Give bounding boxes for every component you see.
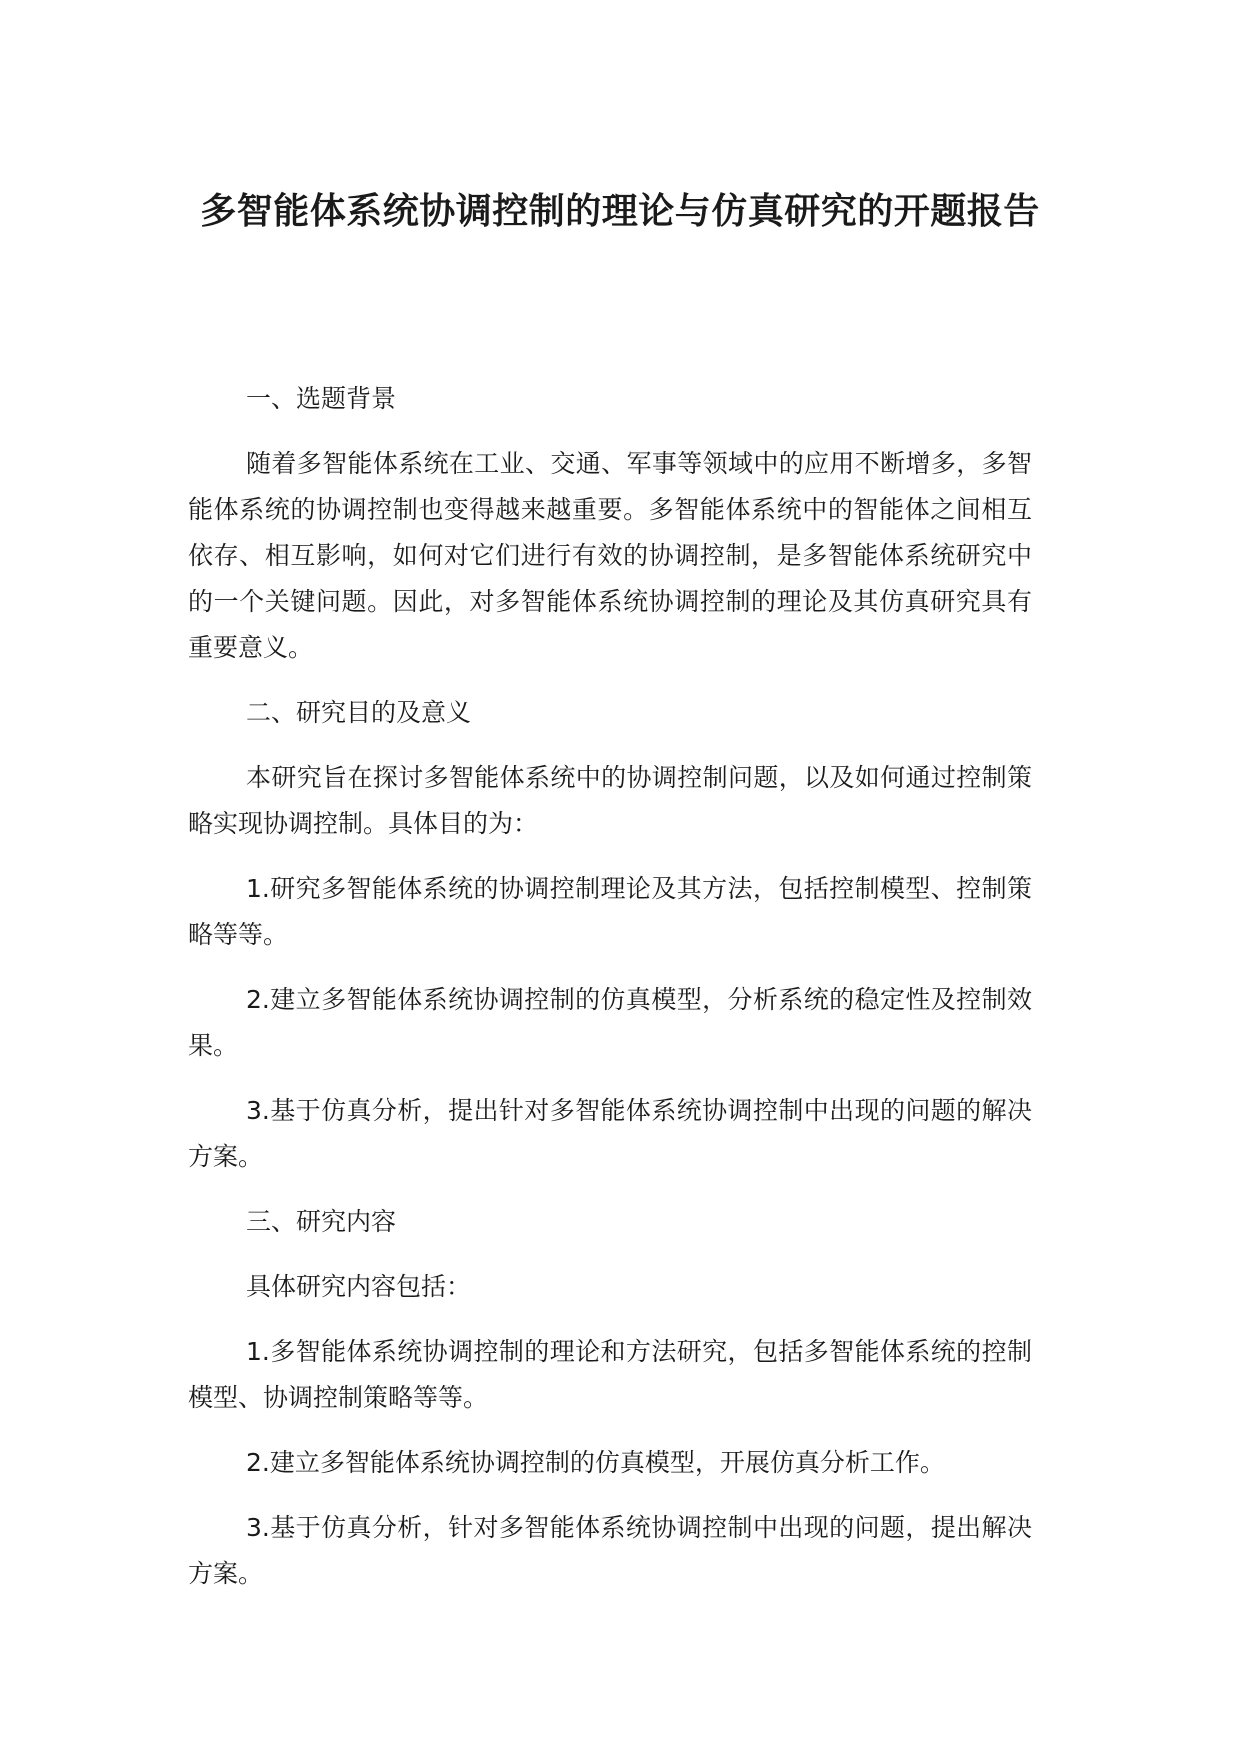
section-heading-content: 三、研究内容: [246, 1207, 397, 1236]
section-heading-background: 一、选题背景: [246, 384, 397, 413]
list-item-purpose-3: 3.基于仿真分析，提出针对多智能体系统协调控制中出现的问题的解决方案。: [188, 1096, 1032, 1171]
paragraph-background: 随着多智能体系统在工业、交通、军事等领域中的应用不断增多，多智能体系统的协调控制也变得越来越重要。多智能体系统中的智能体之间相互依存、相互影响，如何对它们进行有效的协调控制，是多智能体系统研究中的一个关键问题。因此，对多智能体系统协调控制的理论及其仿真研究具有重要意义。: [188, 449, 1032, 662]
list-item-content-3: 3.基于仿真分析，针对多智能体系统协调控制中出现的问题，提出解决方案。: [188, 1513, 1032, 1588]
document-title: 多智能体系统协调控制的理论与仿真研究的开题报告: [200, 191, 1040, 232]
document-body: [188, 376, 1032, 1597]
list-item-content-1: 1.多智能体系统协调控制的理论和方法研究，包括多智能体系统的控制模型、协调控制策略等等。: [188, 1337, 1032, 1412]
list-item-content-2: 2.建立多智能体系统协调控制的仿真模型，开展仿真分析工作。: [246, 1448, 945, 1477]
list-item-purpose-2: 2.建立多智能体系统协调控制的仿真模型，分析系统的稳定性及控制效果。: [188, 985, 1032, 1060]
paragraph-purpose: 本研究旨在探讨多智能体系统中的协调控制问题，以及如何通过控制策略实现协调控制。具体目的为：: [188, 763, 1032, 838]
section-heading-purpose: 二、研究目的及意义: [246, 698, 472, 727]
list-item-purpose-1: 1.研究多智能体系统的协调控制理论及其方法，包括控制模型、控制策略等等。: [188, 874, 1032, 949]
paragraph-content-intro: 具体研究内容包括：: [246, 1272, 472, 1301]
